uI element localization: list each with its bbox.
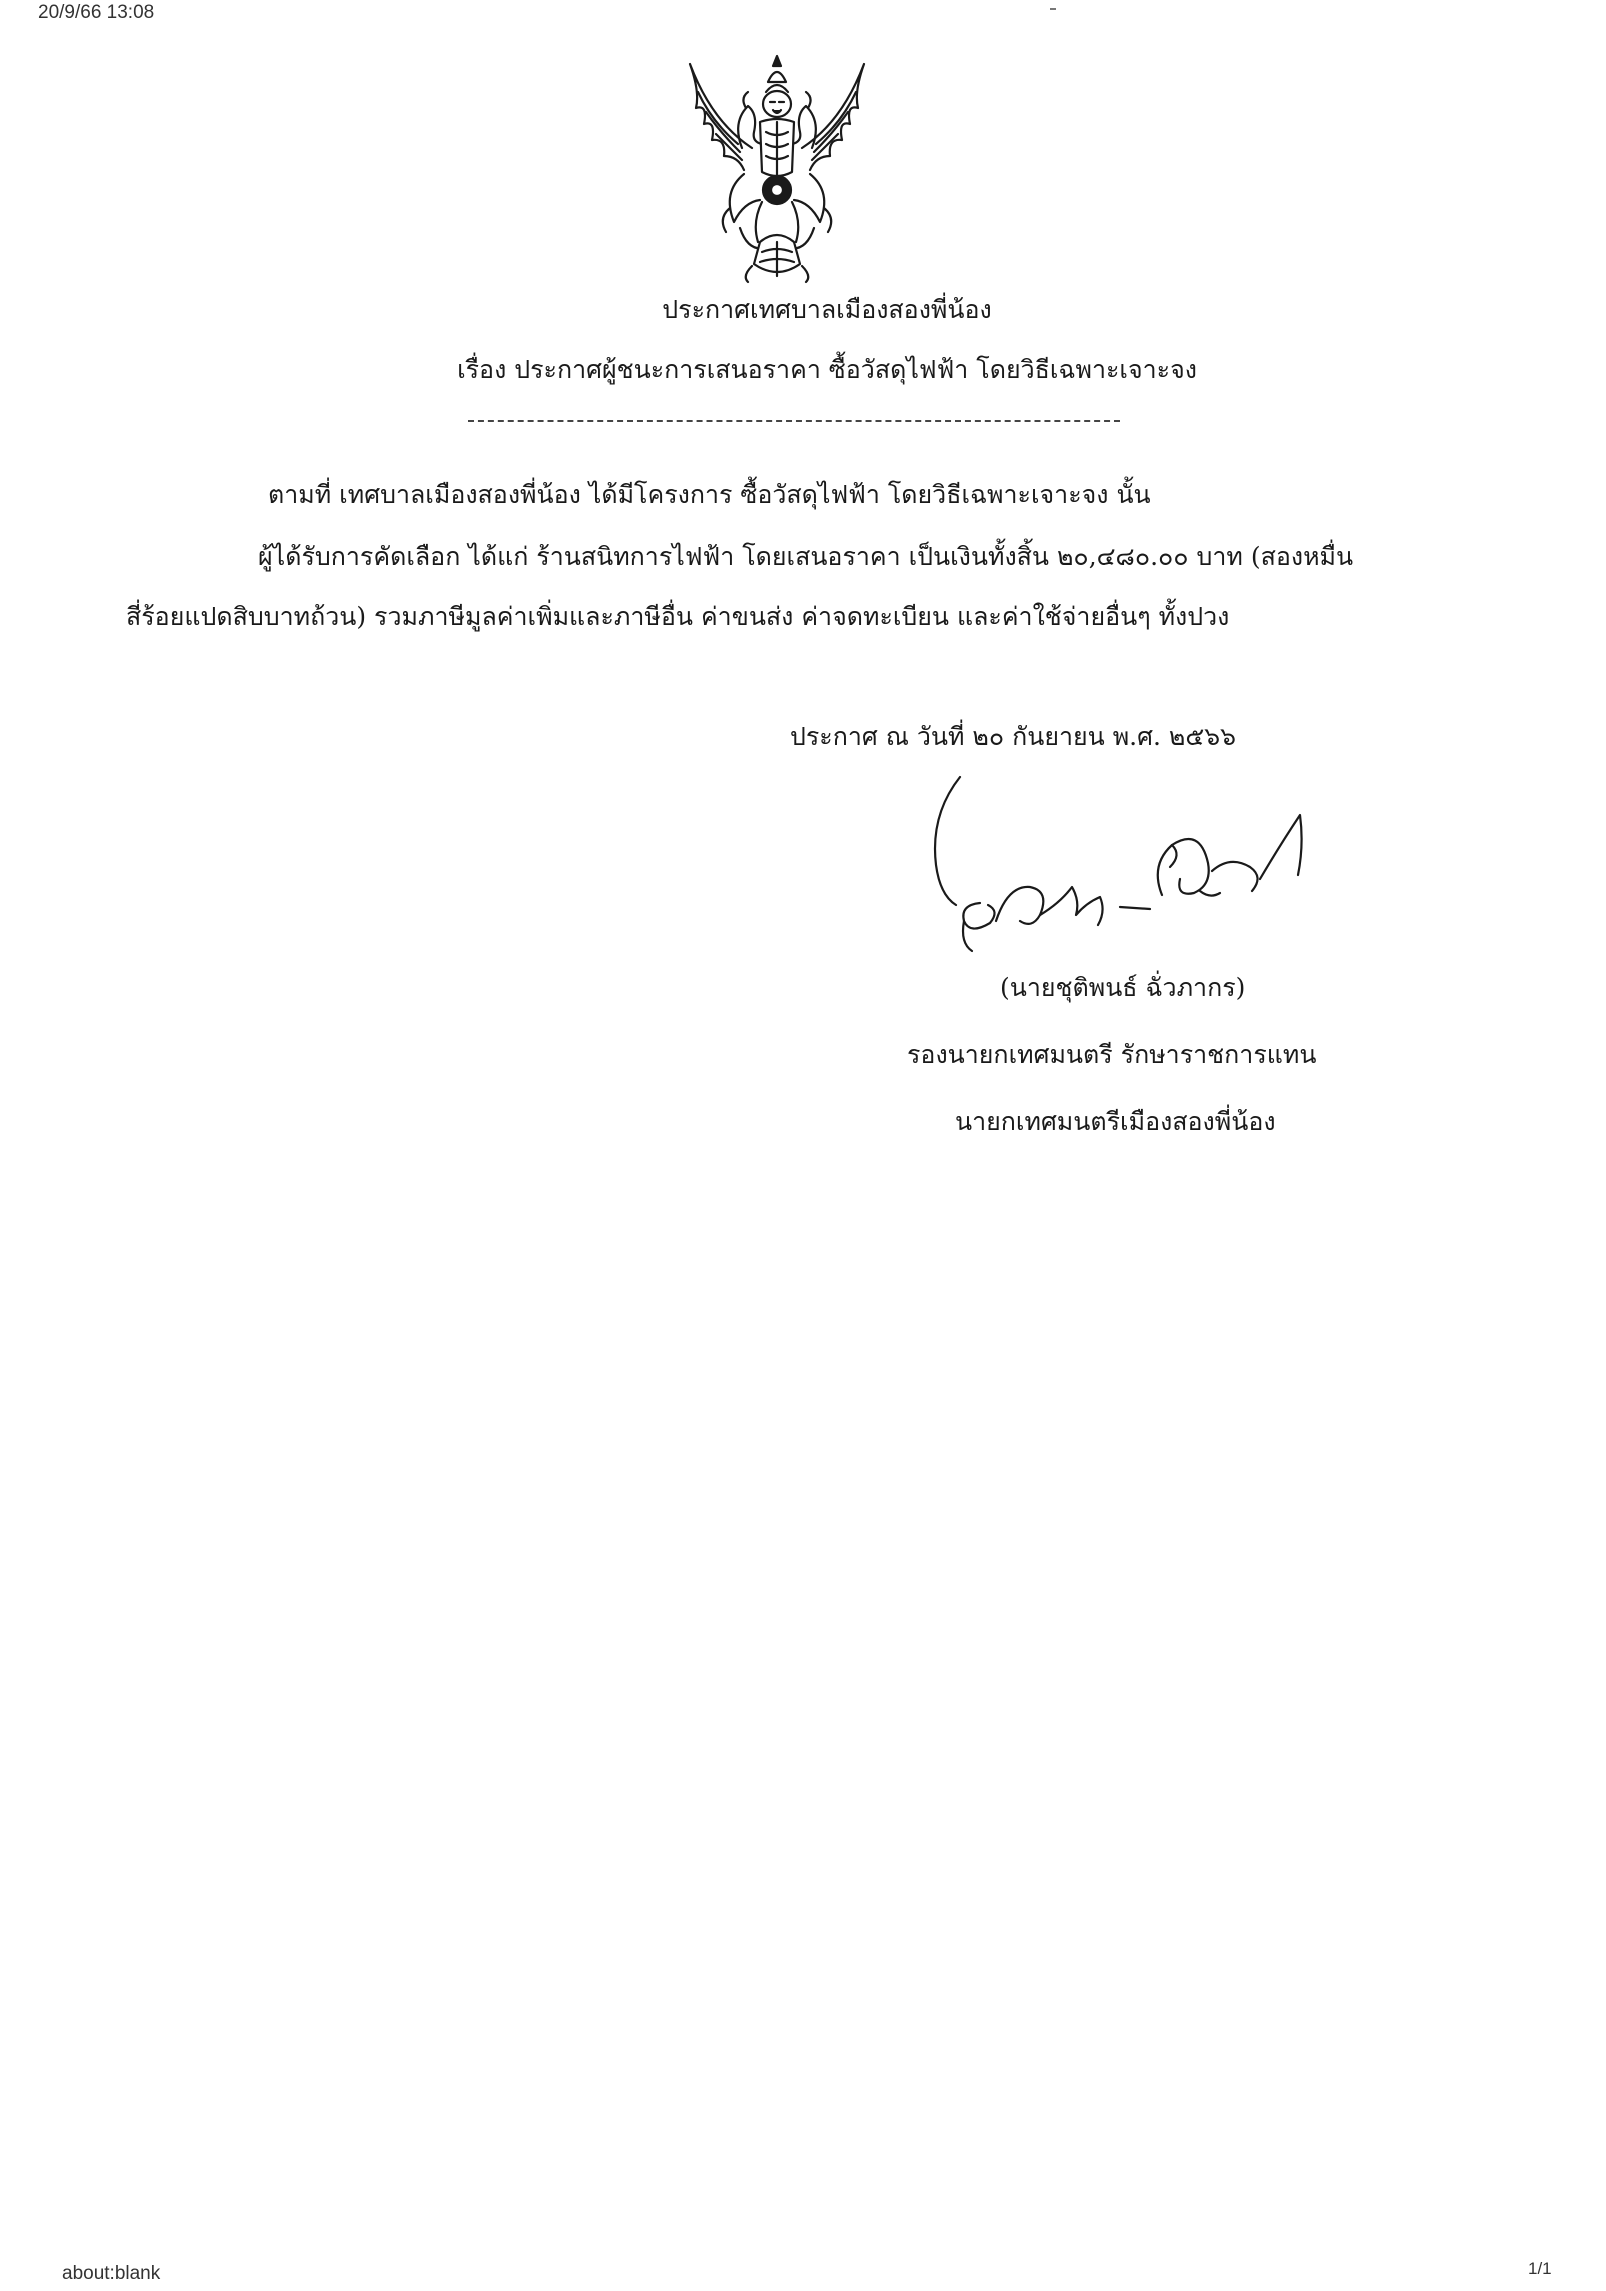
signatory-name: (นายชุติพนธ์ ฉั่วภากร)	[1000, 973, 1246, 1002]
announcement-date: ประกาศ ณ วันที่ ๒๐ กันยายน พ.ศ. ๒๕๖๖	[790, 722, 1237, 751]
announcement-subject: เรื่อง ประกาศผู้ชนะการเสนอราคา ซื้อวัสดุไฟฟ้า โดยวิธีเฉพาะเจาะจง	[457, 355, 1197, 384]
scan-speck	[1050, 8, 1056, 10]
garuda-emblem-icon	[682, 52, 872, 284]
announcement-title: ประกาศเทศบาลเมืองสองพี่น้อง	[662, 295, 992, 324]
handwritten-signature	[900, 775, 1360, 955]
print-timestamp: 20/9/66 13:08	[38, 2, 155, 23]
print-page-number: 1/1	[1528, 2259, 1552, 2278]
dashed-divider	[468, 420, 1120, 422]
signatory-office: นายกเทศมนตรีเมืองสองพี่น้อง	[955, 1107, 1276, 1136]
print-footer-url: about:blank	[62, 2263, 161, 2284]
signatory-position: รองนายกเทศมนตรี รักษาราชการแทน	[907, 1040, 1317, 1069]
body-paragraph-line-3: สี่ร้อยแปดสิบบาทถ้วน) รวมภาษีมูลค่าเพิ่มและภาษีอื่น ค่าขนส่ง ค่าจดทะเบียน และค่าใช้จ่ายอื่นๆ ทั้งปวง	[126, 602, 1230, 631]
body-paragraph-line-2: ผู้ได้รับการคัดเลือก ได้แก่ ร้านสนิทการไฟฟ้า โดยเสนอราคา เป็นเงินทั้งสิ้น ๒๐,๔๘๐.๐๐ บาท (สองหมื่น	[258, 542, 1354, 571]
body-paragraph-line-1: ตามที่ เทศบาลเมืองสองพี่น้อง ได้มีโครงการ ซื้อวัสดุไฟฟ้า โดยวิธีเฉพาะเจาะจง นั้น	[268, 480, 1151, 509]
